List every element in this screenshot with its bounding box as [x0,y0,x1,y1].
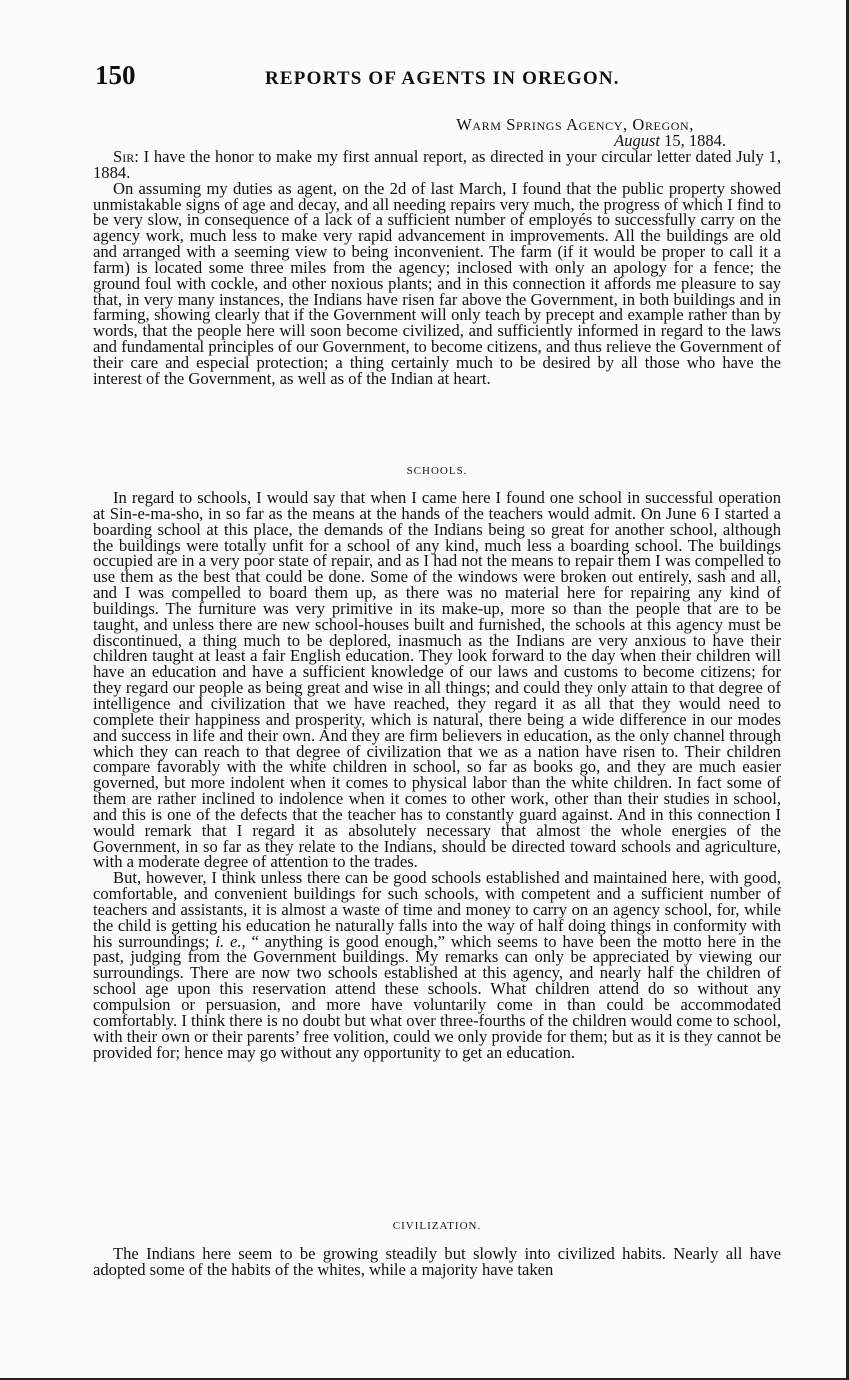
schools-paragraph-2-part-2: “ anything is good enough,” which seems to have been the motto here in the past, judging from the Government buildings. My remarks can only be appreciated by viewing our surroundings. There are now two schools established at this agency, and nearly half the children of school age upon this reservation attend these schools. What children attend do so without any compulsion or persuasion, and more have voluntarily come in than could be accommodated comfortably. I think there is no doubt but what over three-fourths of the children would come to school, with their own or their parents’ free volition, could we only provide for them; but as it is they cannot be provided for; hence may go without any opportunity to get an education. [93,931,781,1062]
schools-section [93,490,781,1060]
schools-paragraph-2 [93,870,781,1060]
schools-paragraph-2-ie: i. e., [215,931,246,951]
schools-paragraph-2-part-1: But, however, I think unless there can be good schools established and maintained here, with good, comfortable, and convenient buildings for such schools, with competent and a sufficient number of teachers and assistants, it is almost a waste of time and money to carry on an agency school, for, while the child is getting his education he naturally falls into the way of half doing things in conformity with his surroundings; [93,868,781,951]
civilization-paragraph-1: The Indians here seem to be growing steadily but slowly into civilized habits. Nearly all have adopted some of the habits of the whites, while a majority have taken [93,1244,781,1279]
dateline [456,117,726,149]
civilization-heading: CIVILIZATION. [392,1220,482,1232]
intro-paragraph-1-text: : I have the honor to make my first annual report, as directed in your circular letter dated July 1, 1884. [93,147,781,182]
intro-section [93,149,781,387]
intro-paragraph-1 [93,149,781,181]
dateline-month: August [614,131,660,150]
salutation: Sir [113,147,135,166]
civilization-section [93,1246,781,1278]
dateline-location: Warm Springs Agency, Oregon, [456,115,694,134]
intro-paragraph-2: On assuming my duties as agent, on the 2d of last March, I found that the public property showed unmistakable signs of age and decay, and all needing repairs very much, the progress of which I find to be very slow, in consequence of a lack of a sufficient number of employés to successfully carry on the agency work, much less to make very rapid advancement in improvements. All the buildings are old and arranged with a seeming view to being inconvenient. The farm (if it would be proper to call it a farm) is located some three miles from the agency; inclosed with only an apology for a fence; the ground foul with cockle, and other noxious plants; and in this connection it affords me pleasure to say that, in very many instances, the Indians have risen far above the Government, in both buildings and in farming, showing clearly that if the Government will only teach by precept and example rather than by words, that the people here will soon become civilized, and sufficiently informed in regard to the laws and fundamental principles of our Government, to become citizens, and thus relieve the Government of their care and especial protection; a thing certainly much to be desired by all those who have the interest of the Government, as well as of the Indian at heart. [93,178,781,388]
schools-heading: SCHOOLS. [406,465,468,477]
dateline-day-year: 15, 1884. [660,131,726,150]
page-number: 150 [95,60,136,90]
running-title: REPORTS OF AGENTS IN OREGON. [265,68,620,89]
page-header [95,60,795,96]
schools-paragraph-1: In regard to schools, I would say that when I came here I found one school in successful operation at Sin-e-ma-sho, in so far as the means at the hands of the teachers would admit. On June 6 I started a boarding school at this place, the demands of the Indians being so great for another school, although the buildings were totally unfit for a school of any kind, much less a boarding school. The buildings occupied are in a very poor state of repair, and as I had not the means to repair them I was compelled to use them as the best that could be done. Some of the windows were broken out entirely, sash and all, and I was compelled to board them up, as there was no material here for repairing any kind of buildings. The furniture was very primitive in its make-up, more so than the people that are to be taught, and unless there are new school-houses built and furnished, the schools at this agency must be discontinued, a thing much to be deplored, inasmuch as the Indians are very anxious to have their children taught at least a fair English education. They look forward to the day when their children will have an education and have a sufficient knowledge of our laws and customs to become citizens; for they regard our people as being great and wise in all things; and could they only attain to that degree of intelligence and civilization that we have reached, they regard it as all that they would need to complete their happiness and prosperity, which is natural, there being a wide difference in our modes and success in life and their own. And they are firm believers in education, as the only channel through which they can reach to that degree of civilization that we as a nation have risen to. Their children compare favorably with the white children in school, so far as books go, and they are much easier governed, but more indolent when it comes to physical labor than the white children. In fact some of them are rather inclined to indolence when it comes to other work, other than their studies in school, and this is one of the defects that the teacher has to constantly guard against. And in this connection I would remark that I regard it as absolutely necessary that almost the whole energies of the Government, in so far as they relate to the Indians, should be directed toward schools and agriculture, with a moderate degree of attention to the trades. [93,488,781,872]
